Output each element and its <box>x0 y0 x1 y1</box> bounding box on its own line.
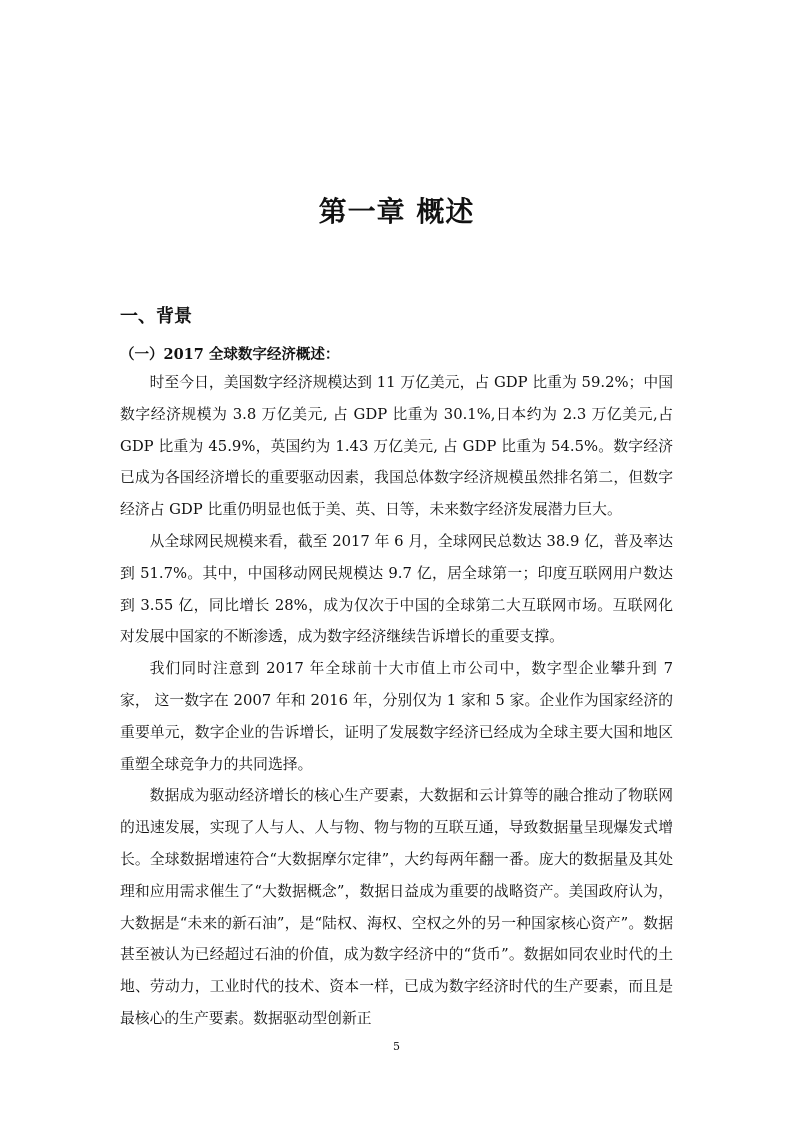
paragraph: 从全球网民规模来看，截至 2017 年 6 月，全球网民总数达 38.9 亿，普及率达到 51.7%。其中，中国移动网民规模达 9.7 亿，居全球第一；印度互联网用户数达到 3.55 亿，同比增长 28%，成为仅次于中国的全球第二大互联网市场。互联网化对发展中国家的不断渗透，成为数字经济继续告诉增长的重要支撑。 <box>120 532 673 646</box>
section-heading: 一、背景 <box>120 306 192 327</box>
paragraph: 我们同时注意到 2017 年全球前十大市值上市公司中，数字型企业攀升到 7 家， 这一数字在 2007 年和 2016 年，分别仅为 1 家和 5 家。企业作为国家经济的重要单元，数字企业的告诉增长，证明了发展数字经济已经成为全球主要大国和地区重塑全球竞争力的共同选择。 <box>120 660 673 773</box>
page-number: 5 <box>393 1040 400 1053</box>
paragraph: 数据成为驱动经济增长的核心生产要素，大数据和云计算等的融合推动了物联网的迅速发展，实现了人与人、人与物、物与物的互联互通，导致数据量呈现爆发式增长。全球数据增速符合“大数据摩尔定律”，大约每两年翻一番。庞大的数据量及其处理和应用需求催生了“大数据概念”，数据日益成为重要的战略资产。美国政府认为，大数据是“未来的新石油”，是“陆权、海权、空权之外的另一种国家核心资产”。数据甚至被认为已经超过石油的价值，成为数字经济中的“货币”。数据如同农业时代的土地、劳动力，工业时代的技术、资本一样，已成为数字经济时代的生产要素，而且是最核心的生产要素。数据驱动型创新正 <box>120 787 673 1027</box>
subsection-heading: （一）2017 全球数字经济概述： <box>120 346 340 363</box>
body-text <box>120 367 673 1035</box>
chapter-title: 第一章 概述 <box>318 195 475 228</box>
paragraph: 时至今日，美国数字经济规模达到 11 万亿美元，占 GDP 比重为 59.2%；中国数字经济规模为 3.8 万亿美元, 占 GDP 比重为 30.1%,日本约为 2.3 万亿美元,占 GDP 比重为 45.9%，英国约为 1.43 万亿美元, 占 GDP 比重为 54.5%。数字经济已成为各国经济增长的重要驱动因素，我国总体数字经济规模虽然排名第二，但数字经济占 GDP 比重仍明显也低于美、英、日等，未来数字经济发展潜力巨大。 <box>120 374 673 519</box>
